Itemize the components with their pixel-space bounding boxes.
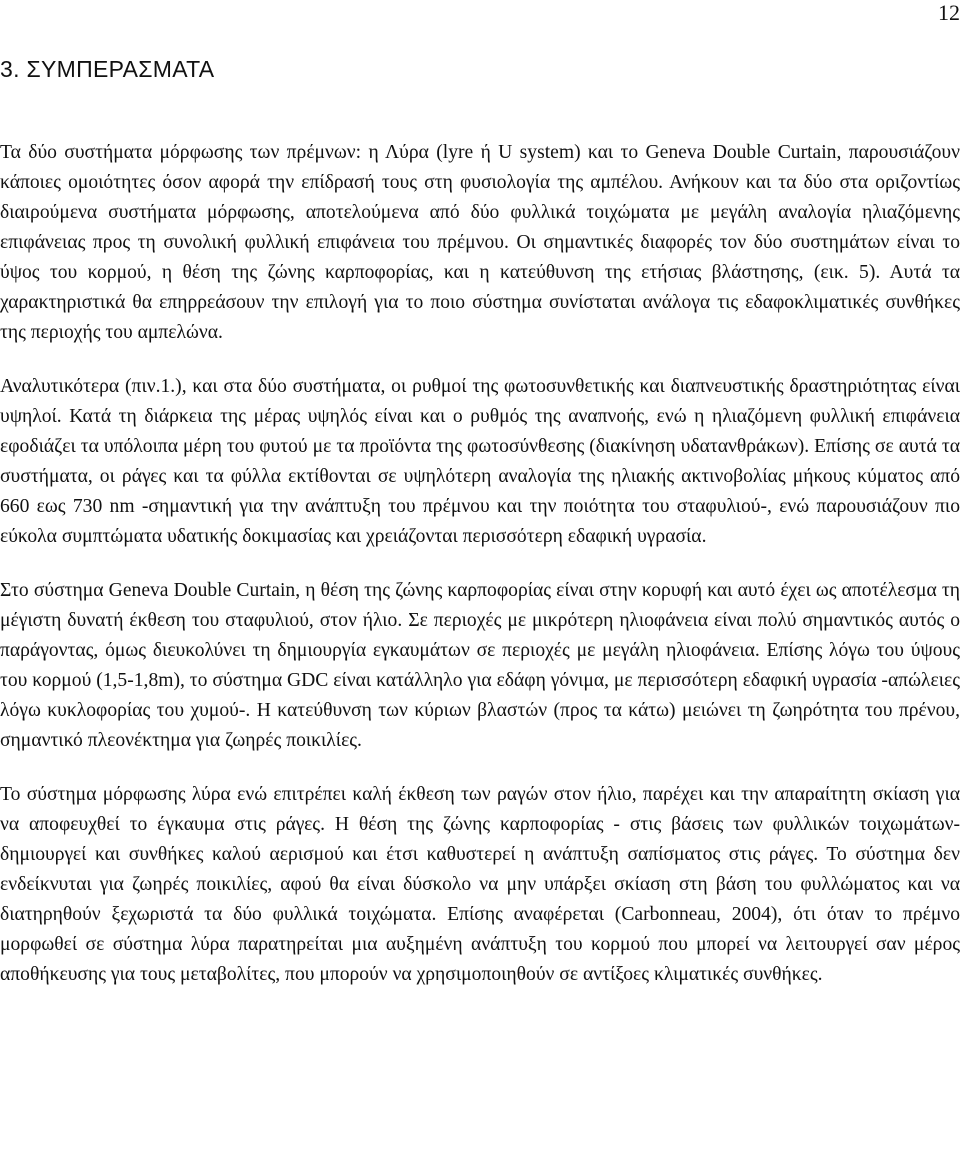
section-heading: 3. ΣΥΜΠΕΡΑΣΜΑΤΑ [0,56,215,82]
paragraph-2: Αναλυτικότερα (πιν.1.), και στα δύο συστήματα, οι ρυθμοί της φωτοσυνθετικής και διαπνευστικής δραστηριότητας είναι υψηλοί. Κατά τη διάρκεια της μέρας υψηλός είναι και ο ρυθμός της αναπνοής, ενώ η ηλιαζόμενη φυλλική επιφάνεια εφοδιάζει τα υπόλοιπα μέρη του φυτού με τα προϊόντα της φωτοσύνθεσης (διακίνηση υδατανθράκων). Επίσης σε αυτά τα συστήματα, οι ράγες και τα φύλλα εκτίθονται σε υψηλότερη αναλογία της ηλιακής ακτινοβολίας μήκους κύματος από 660 εως 730 nm -σημαντική για την ανάπτυξη του πρέμνου και την ποιότητα του σταφυλιού-, ενώ παρουσιάζουν πιο εύκολα συμπτώματα υδατικής δοκιμασίας και χρειάζονται περισσότερη εδαφική υγρασία. [0,376,960,547]
paragraph-4: Το σύστημα μόρφωσης λύρα ενώ επιτρέπει καλή έκθεση των ραγών στον ήλιο, παρέχει και την απαραίτητη σκίαση για να αποφευχθεί το έγκαυμα στις ράγες. Η θέση της ζώνης καρποφορίας - στις βάσεις των φυλλικών τοιχωμάτων- δημιουργεί και συνθήκες καλού αερισμού και έτσι καθυστερεί η ανάπτυξη σαπίσματος στις ράγες. Το σύστημα δεν ενδείκνυται για ζωηρές ποικιλίες, αφού θα είναι δύσκολο να μην υπάρξει σκίαση στη βάση του φυλλώματος και να διατηρηθούν ξεχωριστά τα δύο φυλλικά τοιχώματα. Επίσης αναφέρεται (Carbonneau, 2004), ότι όταν το πρέμνο μορφωθεί σε σύστημα λύρα παρατηρείται μια αυξημένη ανάπτυξη του κορμού που μπορεί να λειτουργεί σαν μέρος αποθήκευσης για τους μεταβολίτες, που μπορούν να χρησιμοποιηθούν σε αντίξοες κλιματικές συνθήκες. [0,784,960,985]
document-body [0,138,960,1014]
paragraph-3: Στο σύστημα Geneva Double Curtain, η θέση της ζώνης καρποφορίας είναι στην κορυφή και αυτό έχει ως αποτέλεσμα τη μέγιστη δυνατή έκθεση του σταφυλιού, στον ήλιο. Σε περιοχές με μικρότερη ηλιοφάνεια είναι πολύ σημαντικός αυτός ο παράγοντας, όμως διευκολύνει τη δημιουργία εγκαυμάτων σε περιοχές με μεγάλη ηλιοφάνεια. Επίσης λόγω του ύψους του κορμού (1,5-1,8m), το σύστημα GDC είναι κατάλληλο για εδάφη γόνιμα, με περισσότερη εδαφική υγρασία -απώλειες λόγω κυκλοφορίας του χυμού-. Η κατεύθυνση των κύριων βλαστών (προς τα κάτω) μειώνει τη ζωηρότητα του πρένου, σημαντικό πλεονέκτημα για ζωηρές ποικιλίες. [0,580,960,751]
page-number: 12 [938,0,960,25]
paragraph-1: Τα δύο συστήματα μόρφωσης των πρέμνων: η Λύρα (lyre ή U system) και το Geneva Double Curtain, παρουσιάζουν κάποιες ομοιότητες όσον αφορά την επίδρασή τους στη φυσιολογία της αμπέλου. Ανήκουν και τα δύο στα οριζοντίως διαιρούμενα συστήματα μόρφωσης, αποτελούμενα από δύο φυλλικά τοιχώματα με μεγάλη αναλογία ηλιαζόμενης επιφάνειας προς τη συνολική φυλλική επιφάνεια του πρέμνου. Οι σημαντικές διαφορές τον δύο συστημάτων είναι το ύψος του κορμού, η θέση της ζώνης καρποφορίας, και η κατεύθυνση της ετήσιας βλάστησης, (εικ. 5). Αυτά τα χαρακτηριστικά θα επηρρεάσουν την επιλογή για το ποιο σύστημα συνίσταται ανάλογα τις εδαφοκλιματικές συνθήκες της περιοχής του αμπελώνα. [0,142,960,343]
